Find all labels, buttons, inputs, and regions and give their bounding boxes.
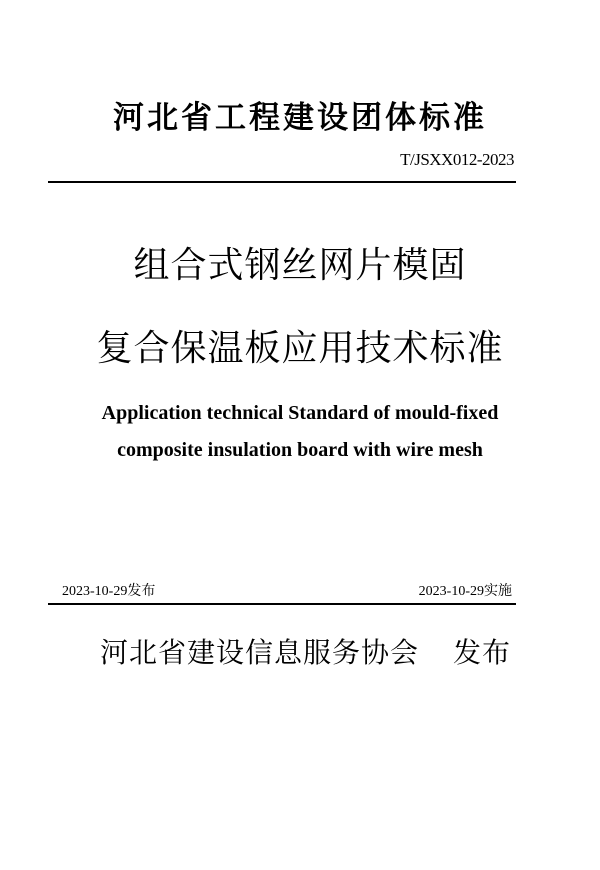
publisher-name: 河北省建设信息服务协会 bbox=[100, 636, 420, 669]
publisher-action: 发布 bbox=[453, 636, 512, 669]
title-cn-line-2: 复合保温板应用技术标准 bbox=[96, 328, 504, 369]
header-title: 河北省工程建设团体标准 bbox=[113, 100, 487, 136]
issue-date: 2023-10-29发布 bbox=[62, 584, 156, 599]
top-divider bbox=[48, 181, 516, 183]
title-en-line-1: Application technical Standard of mould-fixed bbox=[101, 402, 499, 424]
title-en-line-2: composite insulation board with wire mesh bbox=[117, 439, 483, 461]
bottom-divider bbox=[48, 603, 516, 605]
title-cn-line-1: 组合式钢丝网片模固 bbox=[133, 245, 467, 286]
effective-date: 2023-10-29实施 bbox=[418, 584, 512, 599]
standard-code: T/JSXX012-2023 bbox=[400, 150, 514, 169]
publisher-line bbox=[100, 633, 511, 673]
